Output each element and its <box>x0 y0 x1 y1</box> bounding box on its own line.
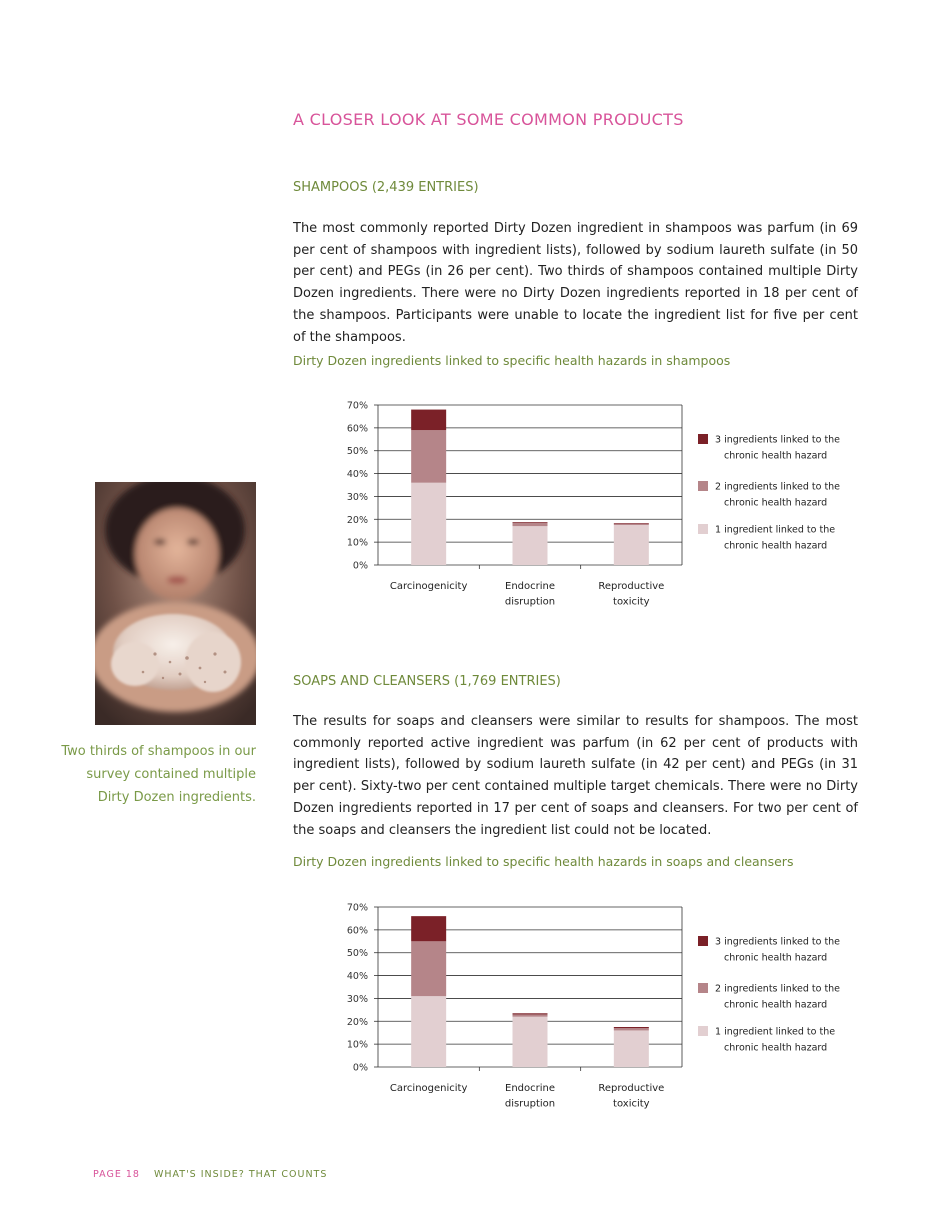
legend-label: chronic health hazard <box>724 999 828 1011</box>
page-title: A CLOSER LOOK AT SOME COMMON PRODUCTS <box>293 110 684 129</box>
page-number: PAGE 18 <box>93 1169 140 1180</box>
bar-segment-2 <box>614 1028 649 1030</box>
child-with-soap-foam-photo <box>95 482 256 725</box>
legend-swatch <box>698 524 708 534</box>
y-tick-label: 30% <box>346 491 368 503</box>
legend-label: chronic health hazard <box>724 540 828 552</box>
x-category-label: Reproductive <box>598 581 665 592</box>
bar-segment-3 <box>614 523 649 524</box>
legend-label: chronic health hazard <box>724 952 828 964</box>
x-category-label: toxicity <box>613 1098 650 1110</box>
legend-swatch <box>698 936 708 946</box>
y-tick-label: 20% <box>346 514 368 526</box>
legend-swatch <box>698 434 708 444</box>
x-category-label: Carcinogenicity <box>389 581 468 592</box>
legend-label: 2 ingredients linked to the <box>715 983 841 995</box>
y-tick-label: 10% <box>346 1039 368 1051</box>
shampoos-heading: SHAMPOOS (2,439 ENTRIES) <box>293 180 479 195</box>
photo-caption: Two thirds of shampoos in our survey contained multiple Dirty Dozen ingredients. <box>61 744 256 805</box>
y-tick-label: 70% <box>346 902 368 914</box>
y-tick-label: 70% <box>346 400 368 412</box>
publication-title: WHAT'S INSIDE? THAT COUNTS <box>153 1169 328 1180</box>
legend-label: 2 ingredients linked to the <box>715 481 841 493</box>
shampoos-paragraph: The most commonly reported Dirty Dozen ingredient in shampoos was parfum (in 69 per cent of shampoos with ingredient lists), followed by sodium laureth sulfate (in 50 per cent) and PEGs (in 26 per cent). Two thirds of shampoos contained multiple Dirty Dozen ingredients. There were no Dirty Dozen ingredients reported in 18 per cent of the shampoos. Participants were unable to locate the ingredient list for five per cent of the shampoos. <box>293 221 858 345</box>
bar-segment-1 <box>614 1030 649 1067</box>
legend-label: 1 ingredient linked to the <box>715 524 836 536</box>
bar-segment-2 <box>614 524 649 525</box>
x-category-label: Carcinogenicity <box>389 1083 468 1094</box>
legend-label: 3 ingredients linked to the <box>715 936 841 948</box>
legend-swatch <box>698 1026 708 1036</box>
bar-segment-1 <box>411 996 446 1067</box>
bar-segment-3 <box>411 916 446 941</box>
x-category-label: Endocrine <box>505 1083 555 1094</box>
bar-segment-3 <box>513 522 548 523</box>
x-category-label: disruption <box>504 596 556 608</box>
soaps-chart <box>340 897 860 1117</box>
bar-segment-1 <box>513 526 548 565</box>
y-tick-label: 60% <box>346 925 368 937</box>
x-category-label: disruption <box>504 1098 556 1110</box>
bar-segment-1 <box>411 483 446 565</box>
legend-label: chronic health hazard <box>724 1042 828 1054</box>
bar-segment-1 <box>614 525 649 565</box>
bar-segment-2 <box>513 523 548 526</box>
y-tick-label: 0% <box>352 1062 368 1074</box>
y-tick-label: 60% <box>346 423 368 435</box>
footer <box>93 1169 327 1180</box>
x-category-label: Reproductive <box>598 1083 665 1094</box>
legend-swatch <box>698 481 708 491</box>
y-tick-label: 10% <box>346 537 368 549</box>
y-tick-label: 0% <box>352 560 368 572</box>
y-tick-label: 50% <box>346 948 368 960</box>
bar-segment-3 <box>513 1013 548 1014</box>
bar-segment-2 <box>513 1014 548 1016</box>
legend-label: chronic health hazard <box>724 497 828 509</box>
legend-label: chronic health hazard <box>724 450 828 462</box>
soaps-paragraph: The results for soaps and cleansers were similar to results for shampoos. The most commonly reported active ingredient was parfum (in 62 per cent of products with ingredient lists), followed by sodium laureth sulfate (in 42 per cent) and PEGs (in 31 per cent). Sixty-two per cent contained multiple target chemicals. There were no Dirty Dozen ingredients reported in 17 per cent of soaps and cleansers. For two per cent of the soaps and cleansers the ingredient list could not be located. <box>293 714 858 838</box>
legend-label: 3 ingredients linked to the <box>715 434 841 446</box>
bar-segment-2 <box>411 941 446 996</box>
bar-segment-3 <box>411 410 446 431</box>
soaps-heading: SOAPS AND CLEANSERS (1,769 ENTRIES) <box>293 674 561 689</box>
legend-swatch <box>698 983 708 993</box>
y-tick-label: 40% <box>346 971 368 983</box>
y-tick-label: 50% <box>346 446 368 458</box>
bar-segment-2 <box>411 430 446 483</box>
bar-segment-3 <box>614 1027 649 1028</box>
y-tick-label: 40% <box>346 469 368 481</box>
x-category-label: Endocrine <box>505 581 555 592</box>
legend-label: 1 ingredient linked to the <box>715 1026 836 1038</box>
bar-segment-1 <box>513 1017 548 1067</box>
soaps-chart-caption: Dirty Dozen ingredients linked to specific health hazards in soaps and cleansers <box>293 854 794 869</box>
shampoos-chart-caption: Dirty Dozen ingredients linked to specific health hazards in shampoos <box>293 353 731 368</box>
y-tick-label: 20% <box>346 1016 368 1028</box>
x-category-label: toxicity <box>613 596 650 608</box>
y-tick-label: 30% <box>346 993 368 1005</box>
shampoos-chart <box>340 395 860 615</box>
